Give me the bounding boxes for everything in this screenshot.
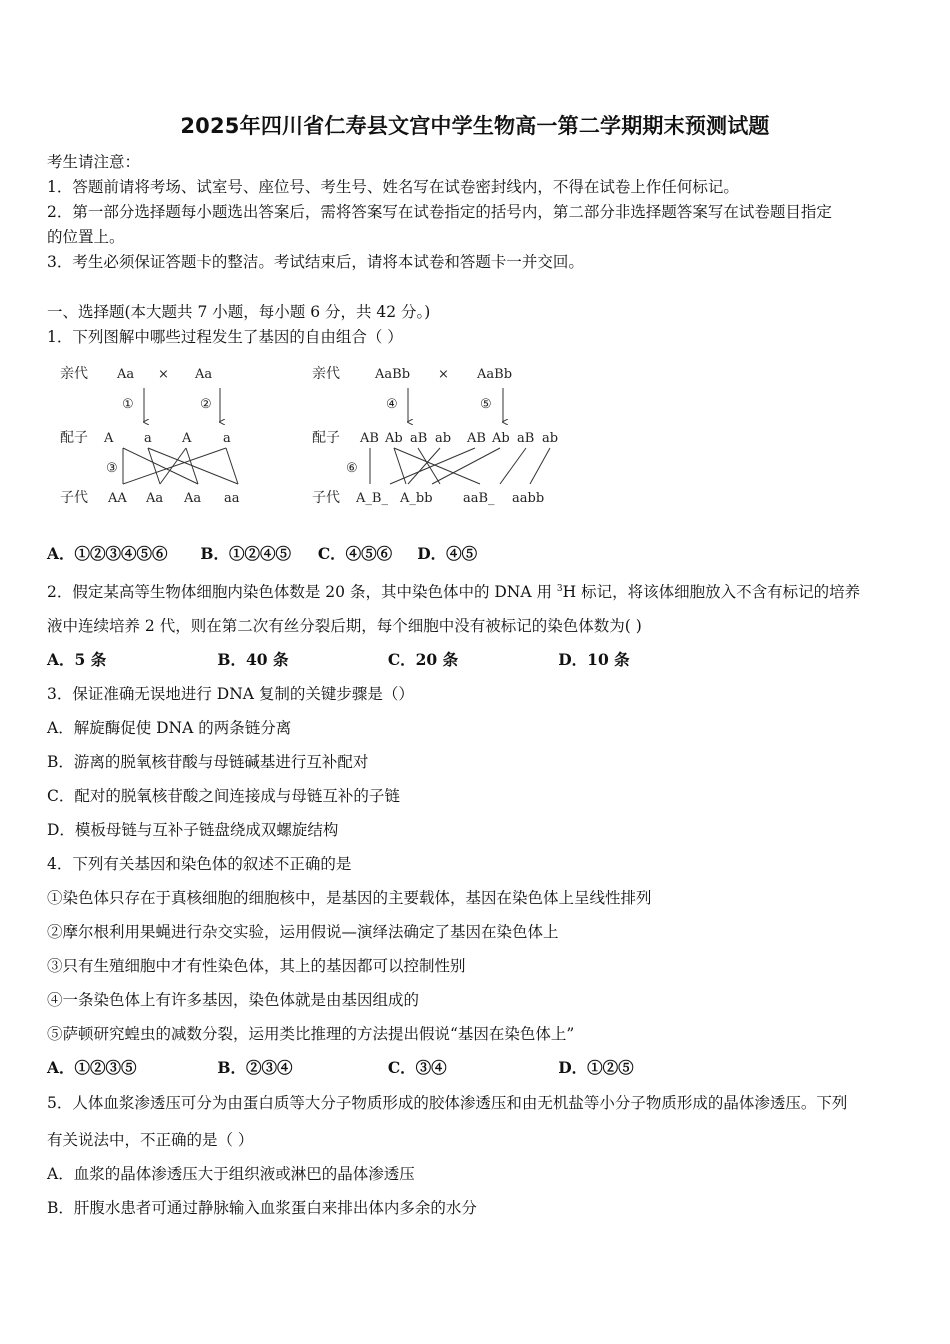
left-cross-lines: [123, 448, 238, 484]
q2-stem-part-b: H 标记，将该体细胞放入不含有标记的培养: [562, 583, 861, 602]
notice-item-3: 3．考生必须保证答题卡的整洁。考试结束后，请将本试卷和答题卡一并交回。: [47, 253, 584, 271]
q1-option-b[interactable]: B．①②④⑤: [200, 544, 292, 563]
left-parent-2: Aa: [195, 367, 213, 382]
right-gamete-label: 配子: [312, 430, 340, 446]
right-gamete-7: aB: [517, 431, 535, 446]
right-gamete-8: ab: [542, 431, 559, 446]
q5-option-b[interactable]: B．肝腹水患者可通过静脉输入血浆蛋白来排出体内多余的水分: [47, 1199, 477, 1217]
q4-option-b[interactable]: B．②③④: [217, 1058, 293, 1077]
notice-heading: 考生请注意：: [47, 153, 141, 171]
q4-statement-5: ⑤萨顿研究蝗虫的减数分裂，运用类比推理的方法提出假说“基因在染色体上”: [47, 1025, 575, 1043]
q2-stem: [47, 579, 860, 602]
q5-stem: 5．人体血浆渗透压可分为由蛋白质等大分子物质形成的胶体渗透压和由无机盐等小分子物质形成的晶体渗透压。下列: [47, 1094, 848, 1112]
q1-option-a[interactable]: A．①②③④⑤⑥: [47, 544, 168, 563]
q4-statement-3: ③只有生殖细胞中才有性染色体，其上的基因都可以控制性别: [47, 957, 466, 975]
step-1: ①: [122, 397, 134, 412]
notice-item-2-cont: 的位置上。: [47, 228, 125, 246]
q4-statement-1: ①染色体只存在于真核细胞的细胞核中，是基因的主要载体，基因在染色体上呈线性排列: [47, 889, 652, 907]
q1-option-d[interactable]: D．④⑤: [417, 544, 478, 563]
left-parent-label: 亲代: [60, 366, 88, 382]
q1-stem: 1．下列图解中哪些过程发生了基因的自由组合（ ）: [47, 328, 403, 346]
right-parent-label: 亲代: [312, 366, 340, 382]
q1-option-c[interactable]: C．④⑤⑥: [317, 544, 393, 563]
left-offspring-2: Aa: [146, 491, 164, 506]
notice-item-2: 2．第一部分选择题每小题选出答案后，需将答案写在试卷指定的括号内，第二部分非选择题答案写在试卷题目指定: [47, 203, 832, 221]
left-gamete-2: a: [144, 431, 152, 446]
left-gamete-label: 配子: [60, 430, 88, 446]
genetics-figure: [60, 356, 580, 516]
q3-option-c[interactable]: C．配对的脱氧核苷酸之间连接成与母链互补的子链: [47, 787, 400, 805]
left-offspring-4: aa: [224, 491, 240, 506]
left-offspring-1: AA: [108, 491, 127, 506]
right-gamete-6: Ab: [492, 431, 510, 446]
right-gamete-2: Ab: [385, 431, 403, 446]
notice-item-1: 1．答题前请将考场、试室号、座位号、考生号、姓名写在试卷密封线内，不得在试卷上作任何标记。: [47, 178, 739, 196]
right-gamete-1: AB: [360, 431, 379, 446]
left-parent-1: Aa: [117, 367, 135, 382]
q3-stem: 3．保证准确无误地进行 DNA 复制的关键步骤是（）: [47, 685, 414, 703]
step-6: ⑥: [346, 461, 358, 476]
section-heading: 一、选择题(本大题共 7 小题，每小题 6 分，共 42 分。): [47, 303, 431, 321]
q2-option-c[interactable]: C．20 条: [387, 650, 459, 669]
q2-stem-cont: 液中连续培养 2 代，则在第二次有丝分裂后期，每个细胞中没有被标记的染色体数为( ): [47, 617, 642, 635]
left-gamete-3: A: [182, 431, 192, 446]
step-2: ②: [200, 397, 212, 412]
left-gamete-4: a: [223, 431, 231, 446]
right-gamete-5: AB: [467, 431, 486, 446]
q4-stem: 4．下列有关基因和染色体的叙述不正确的是: [47, 855, 352, 873]
q4-statement-2: ②摩尔根利用果蝇进行杂交实验，运用假说—演绎法确定了基因在染色体上: [47, 923, 559, 941]
q2-option-b[interactable]: B．40 条: [217, 650, 289, 669]
step-3: ③: [106, 461, 118, 476]
q2-option-a[interactable]: A．5 条: [47, 650, 107, 669]
left-gamete-1: A: [104, 431, 114, 446]
right-gamete-3: aB: [410, 431, 428, 446]
q1-options: [47, 544, 477, 564]
right-offspring-1: A_B_: [356, 491, 388, 506]
left-offspring-label: 子代: [60, 490, 88, 506]
right-parent-1: AaBb: [375, 367, 411, 382]
q2-option-d[interactable]: D．10 条: [558, 650, 630, 669]
right-cross: ×: [438, 367, 449, 382]
right-offspring-3: aaB_: [463, 491, 495, 506]
left-cross: ×: [158, 367, 169, 382]
q4-option-a[interactable]: A．①②③⑤: [47, 1058, 137, 1077]
q3-option-d[interactable]: D．模板母链与互补子链盘绕成双螺旋结构: [47, 821, 339, 839]
right-gamete-4: ab: [435, 431, 452, 446]
exam-title: 2025年四川省仁寿县文宫中学生物高一第二学期期末预测试题: [180, 114, 770, 138]
right-parent-2: AaBb: [477, 367, 513, 382]
q3-option-a[interactable]: A．解旋酶促使 DNA 的两条链分离: [47, 719, 292, 737]
q2-options: [47, 650, 630, 670]
q2-superscript: 3: [556, 584, 563, 594]
q4-option-c[interactable]: C．③④: [387, 1058, 447, 1077]
q4-statement-4: ④一条染色体上有许多基因，染色体就是由基因组成的: [47, 991, 420, 1009]
step-5: ⑤: [480, 397, 492, 412]
right-cross-lines: [370, 448, 550, 484]
q4-option-d[interactable]: D．①②⑤: [558, 1058, 634, 1077]
q2-stem-part-a: 2．假定某高等生物体细胞内染色体数是 20 条，其中染色体中的 DNA 用: [47, 583, 557, 602]
right-offspring-4: aabb: [512, 491, 545, 506]
q5-option-a[interactable]: A．血浆的晶体渗透压大于组织液或淋巴的晶体渗透压: [47, 1165, 415, 1183]
q5-stem-cont: 有关说法中，不正确的是（ ）: [47, 1131, 254, 1149]
q3-option-b[interactable]: B．游离的脱氧核苷酸与母链碱基进行互补配对: [47, 753, 369, 771]
right-offspring-label: 子代: [312, 490, 340, 506]
right-offspring-2: A_bb: [400, 491, 433, 506]
left-offspring-3: Aa: [184, 491, 202, 506]
step-4: ④: [386, 397, 398, 412]
q4-options: [47, 1058, 634, 1078]
